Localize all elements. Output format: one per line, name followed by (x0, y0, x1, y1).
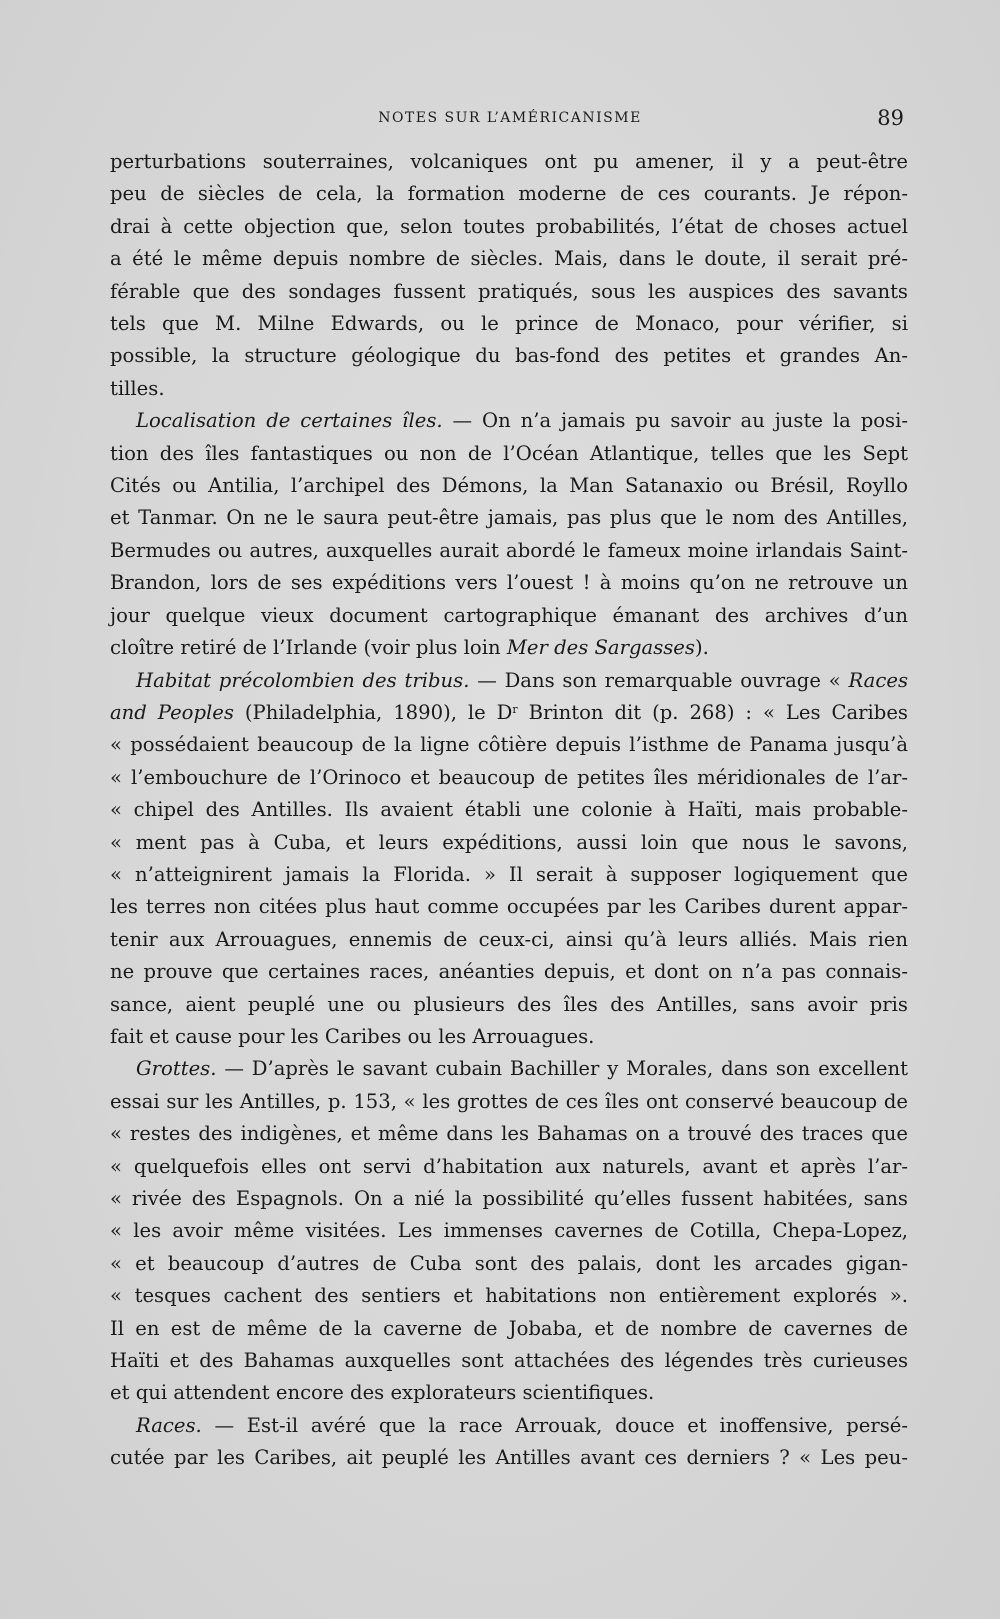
page-header (110, 106, 910, 136)
italic-run: Races. (136, 1413, 202, 1437)
text-run: Brandon, lors de ses expéditions vers l’ouest ! à moins qu’on ne retrouve un (110, 571, 908, 595)
text-run: Haïti et des Bahamas auxquelles sont attachées des légendes très curieuses (110, 1349, 908, 1373)
text-line (110, 762, 908, 794)
text-line (110, 340, 908, 372)
text-run: Brinton dit (p. 268) : « Les Caribes (517, 700, 908, 724)
text-line (110, 1442, 908, 1474)
text-line (110, 891, 908, 923)
text-run: jour quelque vieux document cartographique émanant des archives d’un (110, 603, 908, 627)
text-line (110, 1215, 908, 1247)
text-run: tels que M. Milne Edwards, ou le prince de Monaco, pour vérifier, si (110, 312, 908, 336)
text-line (110, 308, 908, 340)
text-line (110, 438, 908, 470)
text-run: sance, aient peuplé une ou plusieurs des îles des Antilles, sans avoir pris (110, 992, 908, 1016)
text-run: — Dans son remarquable ouvrage « (469, 668, 849, 692)
text-line (110, 178, 908, 210)
text-run: a été le même depuis nombre de siècles. Mais, dans le doute, il serait pré- (110, 247, 908, 271)
text-line (110, 470, 908, 502)
text-line (110, 1053, 908, 1085)
text-line (110, 632, 908, 664)
text-run: « les avoir même visitées. Les immenses cavernes de Cotilla, Chepa-Lopez, (110, 1219, 908, 1243)
text-run: et Tanmar. On ne le saura peut-être jamais, pas plus que le nom des Antilles, (110, 506, 908, 530)
italic-run: Races (848, 668, 908, 692)
text-run: tenir aux Arrouagues, ennemis de ceux-ci, ainsi qu’à leurs alliés. Mais rien (110, 927, 908, 951)
text-run: « possédaient beaucoup de la ligne côtière depuis l’isthme de Panama jusqu’à (110, 733, 908, 757)
text-run: fait et cause pour les Caribes ou les Arrouagues. (110, 1024, 595, 1048)
body-text (110, 146, 908, 1475)
text-line (110, 697, 908, 729)
italic-run: Grottes. (136, 1057, 217, 1081)
running-title: NOTES SUR L’AMÉRICANISME (378, 110, 642, 126)
text-line (110, 989, 908, 1021)
text-run: tilles. (110, 376, 165, 400)
page-number: 89 (877, 106, 904, 130)
text-run: férable que des sondages fussent pratiqués, sous les auspices des savants (110, 279, 908, 303)
text-run: ). (694, 636, 709, 660)
text-run: cloître retiré de l’Irlande (voir plus loin (110, 636, 507, 660)
text-run: « ment pas à Cuba, et leurs expéditions, aussi loin que nous le savons, (110, 830, 908, 854)
text-line (110, 1086, 908, 1118)
text-run: (Philadelphia, 1890), le D (233, 700, 513, 724)
text-run: « l’embouchure de l’Orinoco et beaucoup de petites îles méridionales de l’ar- (110, 765, 908, 789)
text-line (110, 729, 908, 761)
text-run: — Est-il avéré que la race Arrouak, douce et inoffensive, persé- (201, 1413, 908, 1437)
text-line (110, 1313, 908, 1345)
text-line (110, 243, 908, 275)
text-run: les terres non citées plus haut comme occupées par les Caribes durent appar- (110, 895, 908, 919)
text-run: — On n’a jamais pu savoir au juste la posi- (442, 409, 908, 433)
text-line (110, 373, 908, 405)
text-run: « quelquefois elles ont servi d’habitation aux naturels, avant et après l’ar- (110, 1154, 908, 1178)
text-run: « n’atteignirent jamais la Florida. » Il serait à supposer logiquement que (110, 862, 908, 886)
text-line (110, 535, 908, 567)
text-run: « rivée des Espagnols. On a nié la possibilité qu’elles fussent habitées, sans (110, 1187, 908, 1210)
superscript-run: r (512, 702, 518, 716)
text-line (110, 665, 908, 697)
italic-run: Mer des Sargasses (506, 636, 695, 660)
text-line (110, 1151, 908, 1183)
text-line (110, 502, 908, 534)
text-line (110, 146, 908, 178)
text-line (110, 600, 908, 632)
text-line (110, 924, 908, 956)
text-run: « tesques cachent des sentiers et habitations non entièrement explorés ». (110, 1284, 908, 1308)
text-line (110, 956, 908, 988)
text-run: tion des îles fantastiques ou non de l’Océan Atlantique, telles que les Sept (110, 441, 908, 465)
text-run: « et beaucoup d’autres de Cuba sont des palais, dont les arcades gigan- (110, 1251, 908, 1275)
text-run: Il en est de même de la caverne de Jobaba, et de nombre de cavernes de (110, 1316, 908, 1340)
text-line (110, 1248, 908, 1280)
text-run: possible, la structure géologique du bas-fond des petites et grandes An- (110, 344, 908, 368)
text-line (110, 1183, 908, 1215)
text-line (110, 1410, 908, 1442)
text-run: — D’après le savant cubain Bachiller y Morales, dans son excellent (216, 1057, 908, 1081)
text-run: « chipel des Antilles. Ils avaient établi une colonie à Haïti, mais probable- (110, 798, 908, 822)
text-run: Cités ou Antilia, l’archipel des Démons, la Man Satanaxio ou Brésil, Royllo (110, 474, 908, 498)
text-line (110, 1021, 908, 1053)
text-run: « restes des indigènes, et même dans les Bahamas on a trouvé des traces que (110, 1122, 908, 1146)
italic-run: and Peoples (110, 700, 234, 724)
italic-run: Habitat précolombien des tribus. (136, 668, 470, 692)
text-run: cutée par les Caribes, ait peuplé les Antilles avant ces derniers ? « Les peu- (110, 1446, 908, 1470)
text-line (110, 211, 908, 243)
text-run: essai sur les Antilles, p. 153, « les grottes de ces îles ont conservé beaucoup de (110, 1089, 908, 1113)
text-line (110, 1118, 908, 1150)
text-line (110, 1280, 908, 1312)
text-line (110, 859, 908, 891)
text-run: Bermudes ou autres, auxquelles aurait abordé le fameux moine irlandais Saint- (110, 538, 908, 562)
text-run: et qui attendent encore des explorateurs scientifiques. (110, 1381, 655, 1405)
text-line (110, 1345, 908, 1377)
text-line (110, 1377, 908, 1409)
text-line (110, 276, 908, 308)
text-line (110, 405, 908, 437)
text-run: ne prouve que certaines races, anéanties depuis, et dont on n’a pas connais- (110, 960, 908, 984)
text-run: perturbations souterraines, volcaniques ont pu amener, il y a peut-être (110, 150, 908, 173)
italic-run: Localisation de certaines îles. (136, 409, 443, 433)
text-line (110, 567, 908, 599)
text-line (110, 827, 908, 859)
text-run: peu de siècles de cela, la formation moderne de ces courants. Je répon- (110, 182, 908, 206)
text-run: drai à cette objection que, selon toutes probabilités, l’état de choses actuel (110, 214, 908, 238)
text-line (110, 794, 908, 826)
